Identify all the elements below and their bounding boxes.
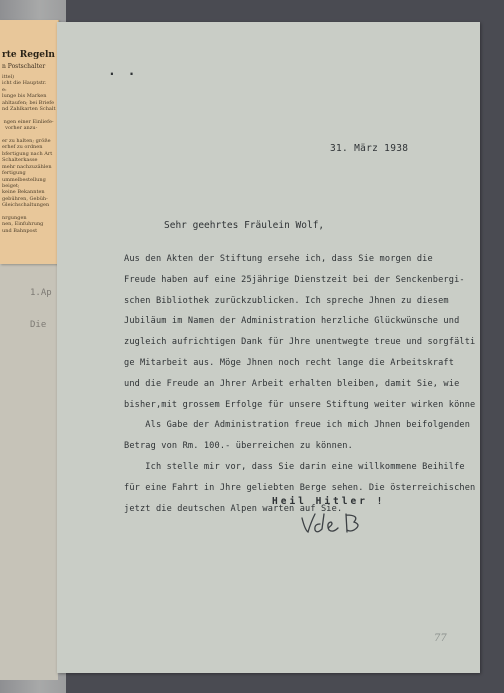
body-line: für eine Fahrt in Jhre geliebten Berge sehen. Die österreichischen	[124, 482, 476, 493]
body-line: und die Freude an Jhrer Arbeit erhalten bleiben, damit Sie, wie	[124, 378, 460, 389]
postal-rules-lines: ittel) icht die Hauptstr. e: lunge bis Marken ahltaufen; bei Briefe nd Zahlkarten Schalt ngen einer Einliefe- vorher anzu- er zu halten; größe erhef zu ordnen bfertigung nach Art Schalterkasse mehr nachzuzählen fertigung ummelbestellung beiget; keine Bekannten gebühren, Gebüh- Gleichschaltungen nrgungen nen, Einfuhrung und Bahnpost	[2, 74, 56, 234]
body-line: ge Mitarbeit aus. Möge Jhnen noch recht lange die Arbeitskraft	[124, 357, 455, 368]
underlying-page-text: 1.Ap Die	[30, 288, 52, 330]
body-line: jetzt die deutschen Alpen warten auf Sie.	[124, 503, 343, 514]
pencil-mark: . .	[108, 64, 138, 79]
letter-body	[124, 254, 484, 524]
body-line: bisher,mit grossem Erfolge für unsere Stiftung weiter wirken könne	[124, 399, 476, 410]
letter-date: 31. März 1938	[330, 143, 409, 154]
body-line: Betrag von Rm. 100.- überreichen zu können.	[124, 441, 353, 452]
body-line: zugleich aufrichtigen Dank für Jhre unentwegte treue und sorgfälti	[124, 337, 476, 348]
letter-salutation: Sehr geehrtes Fräulein Wolf,	[164, 220, 325, 231]
handwritten-signature	[298, 508, 378, 538]
body-line: Jubiläum im Namen der Administration herzliche Glückwünsche und	[124, 316, 460, 327]
body-line: Ich stelle mir vor, dass Sie darin eine willkommene Beihilfe	[124, 461, 465, 472]
body-line: Freude haben auf eine 25jährige Dienstzeit bei der Senckenbergi-	[124, 274, 465, 285]
body-line: Aus den Akten der Stiftung ersehe ich, dass Sie morgen die	[124, 254, 433, 264]
postal-rules-note	[0, 20, 59, 264]
body-line: Als Gabe der Administration freue ich mich Jhnen beifolgenden	[124, 420, 471, 431]
body-line: schen Bibliothek zurückzublicken. Ich spreche Jhnen zu diesem	[124, 295, 449, 306]
postal-rules-subtitle: n Postschalter	[2, 63, 46, 70]
letter-closing: Heil Hitler !	[272, 496, 386, 507]
postal-rules-title: rte Regeln	[2, 50, 55, 60]
archive-page-number: 77	[434, 633, 447, 644]
